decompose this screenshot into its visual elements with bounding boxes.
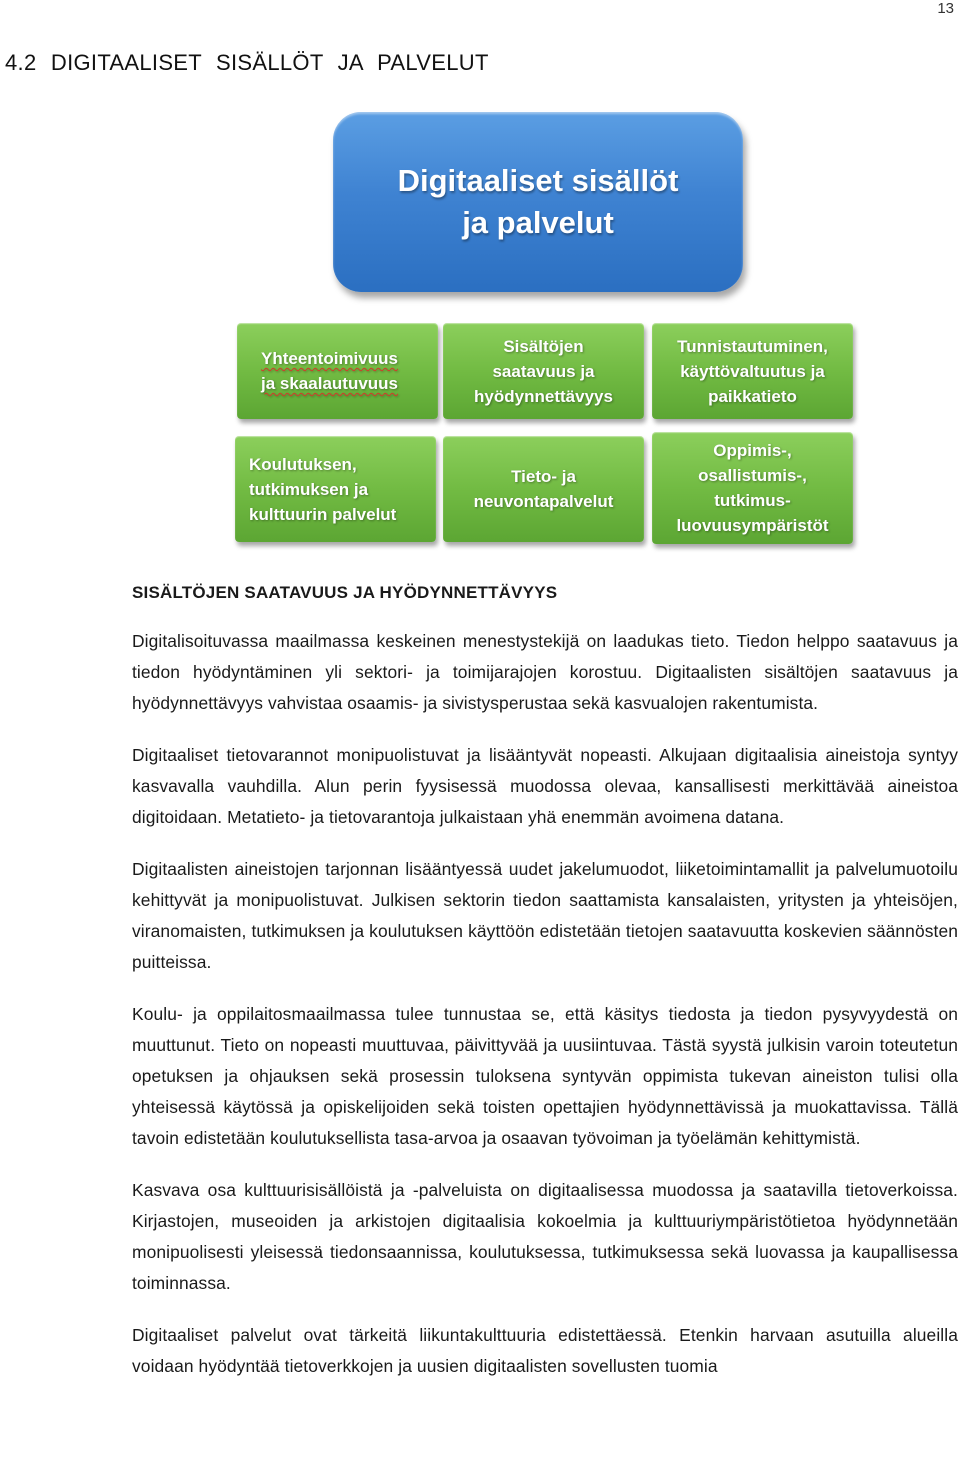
diagram-box-learning-environments [652, 432, 853, 544]
diagram-box-label: Sisältöjen saatavuus ja hyödynnettävyys [474, 336, 613, 406]
paragraph: Digitaaliset tietovarannot monipuolistuvat ja lisääntyvät nopeasti. Alkujaan digitaalisia aineistoja syntyy kasvavalla vauhdilla. Alun perin fyysisessä muodossa olevaa, kansallisesti merkittävää aineistoa digitoidaan. Metatieto- ja tietovarantoja julkaistaan yhä enemmän avoimena datana. [132, 745, 958, 827]
section-title: 4.2 DIGITAALISET SISÄLLÖT JA PALVELUT [5, 50, 489, 75]
diagram-box-label: Tunnistautuminen, käyttövaltuutus ja paikkatieto [677, 336, 828, 406]
diagram-box-label: Oppimis-, osallistumis-, tutkimus- luovuusympäristöt [676, 441, 829, 535]
diagram-box-label: Tieto- ja neuvontapalvelut [473, 467, 614, 511]
body-content [132, 583, 958, 1403]
diagram-box-label: Koulutuksen, tutkimuksen ja kulttuurin palvelut [249, 454, 397, 524]
diagram-box-authentication [652, 323, 853, 419]
paragraph: Digitaaliset palvelut ovat tärkeitä liikuntakulttuuria edistettäessä. Etenkin harvaan asutuilla alueilla voidaan hyödyntää tietoverkkojen ja uusien digitaalisten sovellusten tuomia [132, 1325, 958, 1376]
diagram-main-label: Digitaaliset sisällöt ja palvelut [397, 163, 679, 240]
subsection-heading: SISÄLTÖJEN SAATAVUUS JA HYÖDYNNETTÄVYYS [132, 583, 558, 602]
diagram-box-information-services [443, 436, 644, 542]
diagram-box-label: Yhteentoimivuus ja skaalautuvuus [261, 349, 399, 393]
page-number: 13 [937, 0, 954, 17]
diagram-main-box [333, 112, 743, 292]
diagram-box-interoperability [237, 323, 438, 419]
concept-diagram [0, 0, 960, 560]
diagram-box-content-availability [443, 323, 644, 419]
paragraph: Kasvava osa kulttuurisisällöistä ja -palveluista on digitaalisessa muodossa ja saatavilla tietoverkoissa. Kirjastojen, museoiden ja arkistojen digitaalisia kokoelmia ja kulttuuriympäristötietoa hyödynnetään monipuolisesti yleisessä tiedonsaannissa, koulutuksessa, tutkimuksessa sekä luovassa ja kaupallisessa toiminnassa. [132, 1180, 958, 1293]
paragraph: Digitaalisten aineistojen tarjonnan lisääntyessä uudet jakelumuodot, liiketoimintamallit ja palvelumuotoilu kehittyvät ja monipuolistuvat. Julkisen sektorin tiedon saattamista kansalaisten, yritysten ja yhteisöjen, viranomaisten, tutkimuksen ja koulutuksen käyttöön edistetään tietojen saatavuutta koskevien säännösten puitteissa. [132, 859, 958, 972]
paragraph: Koulu- ja oppilaitosmaailmassa tulee tunnustaa se, että käsitys tiedosta ja tiedon pysyvyydestä on muuttunut. Tieto on nopeasti muuttuvaa, päivittyvää ja uusiintuvaa. Tästä syystä julkisin varoin toteutetun opetuksen ja ohjauksen sekä prosessin tuloksena syntyvän oppimista tukevan aineiston tulisi olla yhteisessä käytössä ja opiskelijoiden sekä toisten opettajien hyödynnettävissä ja muokattavissa. Tällä tavoin edistetään koulutuksellista tasa-arvoa ja osaavan työvoiman ja työelämän kehittymistä. [132, 1004, 958, 1148]
paragraph: Digitalisoituvassa maailmassa keskeinen menestystekijä on laadukas tieto. Tiedon helppo saatavuus ja tiedon hyödyntäminen yli sektori- ja toimijarajojen korostuu. Digitaalisten sisältöjen saatavuus ja hyödynnettävyys vahvistaa osaamis- ja sivistysperustaa sekä kasvualojen rakentumista. [132, 631, 958, 713]
diagram-box-education-services [235, 436, 436, 542]
